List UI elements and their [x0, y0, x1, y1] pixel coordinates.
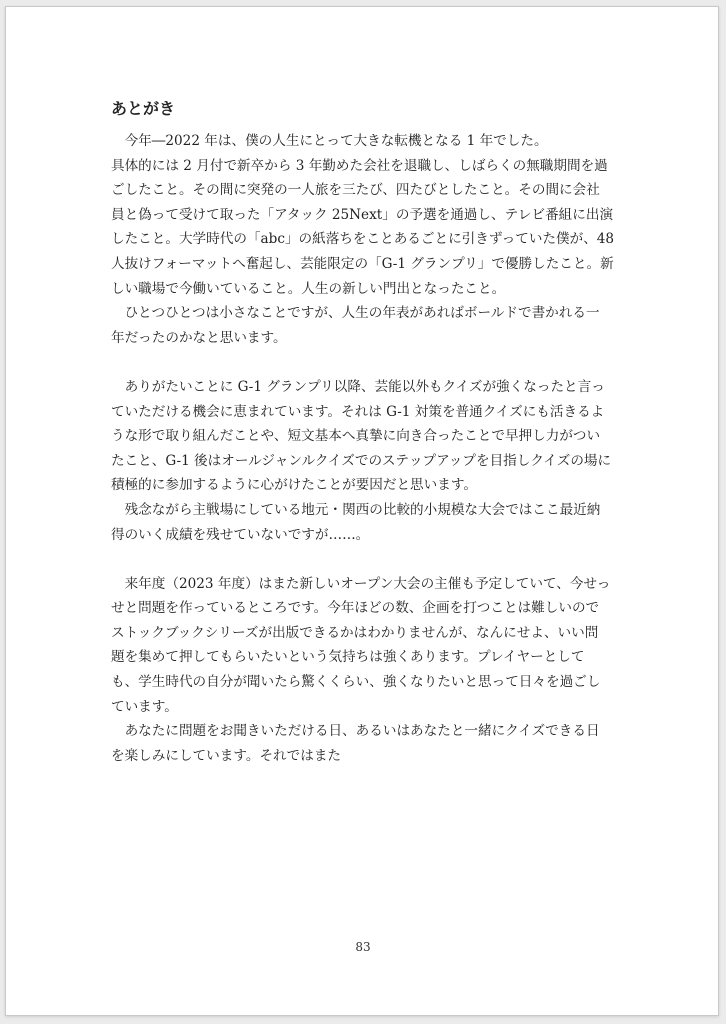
- text-line: たこと、G-1 後はオールジャンルクイズでのステップアップを目指しクイズの場に: [111, 452, 612, 469]
- text-line: 年だったのかなと思います。: [111, 329, 287, 346]
- page-title: あとがき: [111, 99, 176, 118]
- text-line: しい職場で今働いていること。人生の新しい門出となったこと。: [111, 280, 506, 297]
- text-line: 来年度（2023 年度）はまた新しいオープン大会の主催も予定していて、今せっ: [111, 575, 611, 592]
- text-line: 員と偽って受けて取った「アタック 25Next」の予選を通過し、テレビ番組に出演: [111, 206, 614, 223]
- text-line: 得のいく成績を残せていないですが……。: [111, 526, 370, 543]
- document-page: [5, 6, 719, 1016]
- text-line: せと問題を作っているところです。今年ほどの数、企画を打つことは難しいので: [111, 600, 600, 617]
- text-line: 具体的には 2 月付で新卒から 3 年勤めた会社を退職し、しばらくの無職期間を過: [111, 157, 608, 174]
- text-line: を楽しみにしています。それではまた: [111, 747, 342, 764]
- text-line: 今年―2022 年は、僕の人生にとって大きな転機となる 1 年でした。: [111, 133, 548, 149]
- text-line: うな形で取り組んだことや、短文基本へ真摯に向き合ったことで早押し力がつい: [111, 428, 601, 445]
- text-line: ています。: [111, 698, 178, 715]
- page-number: 83: [355, 940, 371, 954]
- paragraph-spacer: [111, 547, 619, 572]
- text-line: 人抜けフォーマットへ奮起し、芸能限定の「G-1 グランプリ」で優勝したこと。新: [111, 255, 614, 272]
- body-text: [111, 129, 619, 768]
- text-line: 題を集めて押してもらいたいという気持ちは強くあります。プレイヤーとして: [111, 649, 585, 666]
- text-line: 積極的に参加するように心がけたことが要因だと思います。: [111, 477, 477, 494]
- text-line: ひとつひとつは小さなことですが、人生の年表があればボールドで書かれる一: [111, 305, 600, 322]
- text-line: したこと。大学時代の「abc」の紙落ちをことあるごとに引きずっていた僕が、48: [111, 231, 615, 248]
- text-line: あなたに問題をお聞きいただける日、あるいはあなたと一緒にクイズできる日: [111, 723, 600, 740]
- text-line: ありがたいことに G-1 グランプリ以降、芸能以外もクイズが強くなったと言っ: [111, 378, 605, 395]
- paragraph-spacer: [111, 350, 619, 375]
- text-line: 残念ながら主戦場にしている地元・関西の比較的小規模な大会ではここ最近納: [111, 501, 601, 518]
- text-line: ごしたこと。その間に突発の一人旅を三たび、四たびとしたこと。その間に会社: [111, 182, 600, 199]
- text-line: も、学生時代の自分が聞いたら驚くくらい、強くなりたいと思って日々を過ごし: [111, 674, 601, 691]
- text-line: ストックブックシリーズが出版できるかはわかりませんが、なんにせよ、いい問: [111, 624, 599, 641]
- text-line: ていただける機会に恵まれています。それは G-1 対策を普通クイズにも活きるよ: [111, 403, 605, 420]
